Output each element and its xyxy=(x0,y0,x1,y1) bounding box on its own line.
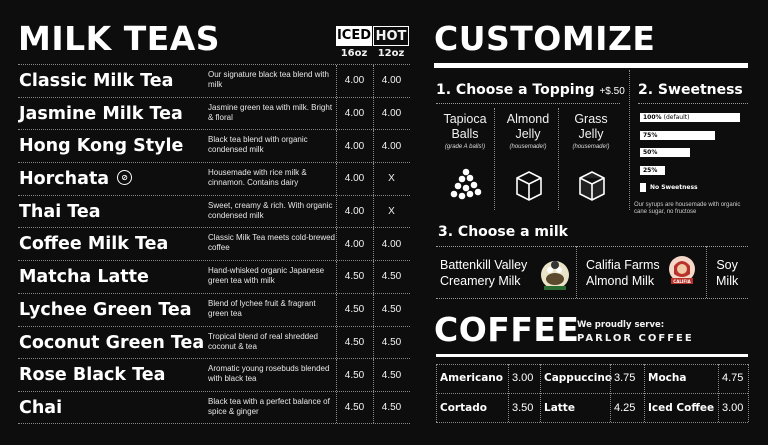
coffee-grid-line xyxy=(436,393,748,394)
coffee-item-price: 3.00 xyxy=(722,402,744,414)
tea-description: Black tea with a perfect balance of spice & ginger xyxy=(208,396,330,416)
sweetness-label: 25% xyxy=(643,166,658,174)
califia-logo-icon xyxy=(668,254,696,288)
tea-name-text: Matcha Latte xyxy=(19,267,149,288)
topping-name-2: Jelly xyxy=(578,127,604,141)
hot-price: 4.00 xyxy=(373,65,409,97)
hot-size-label: 12oz xyxy=(377,48,405,59)
iced-price: 4.50 xyxy=(336,327,372,359)
tea-name-text: Jasmine Milk Tea xyxy=(19,103,183,124)
iced-price: 4.00 xyxy=(336,65,372,97)
tea-row xyxy=(18,129,410,162)
topping-note: (grade A balls!) xyxy=(444,144,486,150)
iced-size-label: 16oz xyxy=(340,48,368,59)
sweetness-bar xyxy=(640,131,715,140)
coffee-item-price: 3.00 xyxy=(512,372,534,384)
coffee-menu xyxy=(436,364,748,422)
topping-name-1: Tapioca xyxy=(443,112,487,126)
topping-option xyxy=(436,112,494,152)
milk-tea-menu xyxy=(18,64,410,424)
milk-option-battenkill xyxy=(440,257,527,289)
topping-divider xyxy=(436,103,620,104)
tea-description: Classic Milk Tea meets cold-brewed coffee xyxy=(208,233,336,253)
tea-description: Black tea blend with organic condensed milk xyxy=(208,135,308,155)
tea-row xyxy=(18,64,410,97)
hot-price: X xyxy=(373,163,409,195)
hot-price: 4.00 xyxy=(373,228,409,260)
tea-name xyxy=(19,333,204,353)
milk-line-1: Soy xyxy=(716,258,738,272)
coffee-grid-divider xyxy=(436,364,437,422)
tea-row xyxy=(18,391,410,424)
tapioca-pearls-icon xyxy=(446,164,486,204)
tea-description: Our signature black tea blend with milk xyxy=(208,70,329,89)
hot-price: 4.50 xyxy=(373,327,409,359)
tea-row xyxy=(18,326,410,359)
tea-name-text: Lychee Green Tea xyxy=(19,299,192,320)
coffee-rule xyxy=(436,354,748,357)
tea-name xyxy=(19,398,62,418)
coffee-grid-divider xyxy=(508,364,509,422)
coffee-item-name: Latte xyxy=(544,402,575,414)
customize-rule xyxy=(434,63,748,68)
coffee-item-name: Americano xyxy=(440,372,503,384)
iced-price: 4.50 xyxy=(336,261,372,293)
sweetness-label: 100% xyxy=(643,114,662,121)
coffee-grid-line xyxy=(436,422,748,423)
tea-name xyxy=(19,300,192,320)
tea-row xyxy=(18,162,410,195)
sweetness-label: 50% xyxy=(643,149,658,156)
topping-option xyxy=(499,112,557,152)
hot-price: 4.00 xyxy=(373,98,409,130)
topping-option xyxy=(562,112,620,152)
coffee-serve-line: We proudly serve: xyxy=(577,320,665,330)
jelly-cube-icon xyxy=(509,164,549,204)
sweetness-heading: 2. Sweetness xyxy=(638,82,743,98)
sweetness-bar xyxy=(640,148,690,157)
no-dairy-icon: ⊘ xyxy=(117,170,132,185)
tea-name xyxy=(19,104,183,124)
sweetness-default-note: (default) xyxy=(663,114,690,121)
topping-name-2: Balls xyxy=(451,127,479,141)
coffee-item-price: 4.25 xyxy=(614,402,636,414)
tea-name-text: Hong Kong Style xyxy=(19,136,184,157)
iced-price: 4.50 xyxy=(336,359,372,391)
tea-row xyxy=(18,293,410,326)
tea-description: Tropical blend of real shredded coconut & tea xyxy=(208,331,318,351)
sweetness-bar xyxy=(640,166,665,175)
coffee-item-price: 4.75 xyxy=(722,372,744,384)
iced-price: 4.00 xyxy=(336,196,372,228)
topping-name-1: Almond xyxy=(506,112,550,126)
tea-row xyxy=(18,195,410,228)
tea-name-text: Classic Milk Tea xyxy=(19,71,174,91)
tea-name xyxy=(19,169,132,189)
tea-name-text: Coffee Milk Tea xyxy=(19,234,169,255)
tea-row xyxy=(18,260,410,293)
coffee-item-price: 3.75 xyxy=(614,372,636,384)
dark-jelly-cube-icon xyxy=(572,164,612,204)
topping-price: +$.50 xyxy=(599,86,625,97)
tea-name xyxy=(19,202,101,222)
hot-price: 4.50 xyxy=(373,392,409,423)
tea-description: Aromatic young rosebuds blended with black tea xyxy=(208,364,330,384)
tea-description: Hand-whisked organic Japanese green tea with milk xyxy=(208,266,325,286)
tea-name xyxy=(19,136,183,156)
tea-name-text: Thai Tea xyxy=(19,201,101,222)
coffee-item-name: Cortado xyxy=(440,402,487,414)
sweetness-divider xyxy=(638,103,748,104)
tea-description: Housemade with rice milk & cinnamon. Contains dairy xyxy=(208,168,307,188)
milk-line-2: Creamery Milk xyxy=(440,274,521,288)
milk-col-divider-1 xyxy=(576,246,577,298)
cow-logo-icon xyxy=(540,253,570,293)
hot-price: 4.50 xyxy=(373,359,409,391)
tea-name xyxy=(19,365,165,385)
milk-heading: 3. Choose a milk xyxy=(438,224,568,240)
coffee-grid-divider xyxy=(540,364,541,422)
tea-name-text: Rose Black Tea xyxy=(19,365,166,386)
topping-note: (housemade!) xyxy=(572,144,610,150)
milk-divider-top xyxy=(436,246,748,247)
tea-name-text: Chai xyxy=(19,397,63,418)
hot-price: X xyxy=(373,196,409,228)
tea-name xyxy=(19,71,173,91)
hot-price: 4.50 xyxy=(373,261,409,293)
coffee-title: COFFEE xyxy=(434,310,580,349)
topping-name-1: Grass xyxy=(574,112,608,126)
coffee-grid-divider xyxy=(644,364,645,422)
milk-col-divider-2 xyxy=(706,246,707,298)
milk-line-2: Milk xyxy=(716,274,739,288)
topping-name-2: Jelly xyxy=(515,127,541,141)
sweetness-bar xyxy=(640,183,710,192)
iced-price: 4.00 xyxy=(336,163,372,195)
tea-row xyxy=(18,358,410,391)
milk-option-soy xyxy=(716,257,738,289)
milk-option-califia xyxy=(586,257,660,289)
coffee-item-name: Iced Coffee xyxy=(648,402,715,414)
milk-teas-title: MILK TEAS xyxy=(18,19,221,58)
tea-name xyxy=(19,234,168,254)
milk-line-1: Battenkill Valley xyxy=(440,258,528,272)
iced-price: 4.00 xyxy=(336,98,372,130)
customize-title: CUSTOMIZE xyxy=(434,19,656,58)
sweetness-label: 75% xyxy=(643,131,658,139)
coffee-grid-line xyxy=(436,364,748,365)
hot-column-header: HOT xyxy=(373,26,409,46)
coffee-item-name: Cappuccino xyxy=(544,372,613,384)
sweetness-note: Our syrups are housemade with organic cane sugar, no fructose xyxy=(634,202,741,215)
topping-heading xyxy=(436,82,625,98)
topping-note: (housemade!) xyxy=(509,144,547,150)
milk-line-1: Califia Farms xyxy=(586,258,660,272)
coffee-item-price: 3.50 xyxy=(512,402,534,414)
hot-price: 4.50 xyxy=(373,294,409,326)
coffee-grid-divider xyxy=(748,364,749,422)
hot-price: 4.00 xyxy=(373,130,409,162)
iced-price: 4.00 xyxy=(336,228,372,260)
coffee-item-name: Mocha xyxy=(648,372,687,384)
tea-name xyxy=(19,267,149,287)
tea-description: Jasmine green tea with milk. Bright & floral xyxy=(208,102,333,122)
sweetness-bar xyxy=(640,113,740,122)
iced-price: 4.00 xyxy=(336,130,372,162)
coffee-roaster-name: PARLOR COFFEE xyxy=(577,333,694,344)
califia-logo-text: CALIFIA xyxy=(673,279,691,284)
milk-divider-bottom xyxy=(436,298,748,299)
topping-heading-text: 1. Choose a Topping xyxy=(436,82,595,98)
iced-column-header: ICED xyxy=(336,26,372,46)
tea-name-text: Horchata xyxy=(19,169,110,190)
iced-price: 4.50 xyxy=(336,294,372,326)
topping-col-divider-2 xyxy=(558,108,559,210)
sweetness-label: No Sweetness xyxy=(650,184,698,191)
tea-row xyxy=(18,97,410,130)
iced-price: 4.50 xyxy=(336,392,372,423)
topping-sweet-divider xyxy=(629,70,630,210)
tea-description: Sweet, creamy & rich. With organic condensed milk xyxy=(208,200,333,220)
coffee-grid-divider xyxy=(610,364,611,422)
coffee-grid-divider xyxy=(718,364,719,422)
tea-description: Blend of lychee fruit & fragrant green tea xyxy=(208,298,316,318)
milk-line-2: Almond Milk xyxy=(586,274,655,288)
tea-row xyxy=(18,227,410,260)
tea-name-text: Coconut Green Tea xyxy=(19,332,205,353)
topping-col-divider-1 xyxy=(494,108,495,210)
